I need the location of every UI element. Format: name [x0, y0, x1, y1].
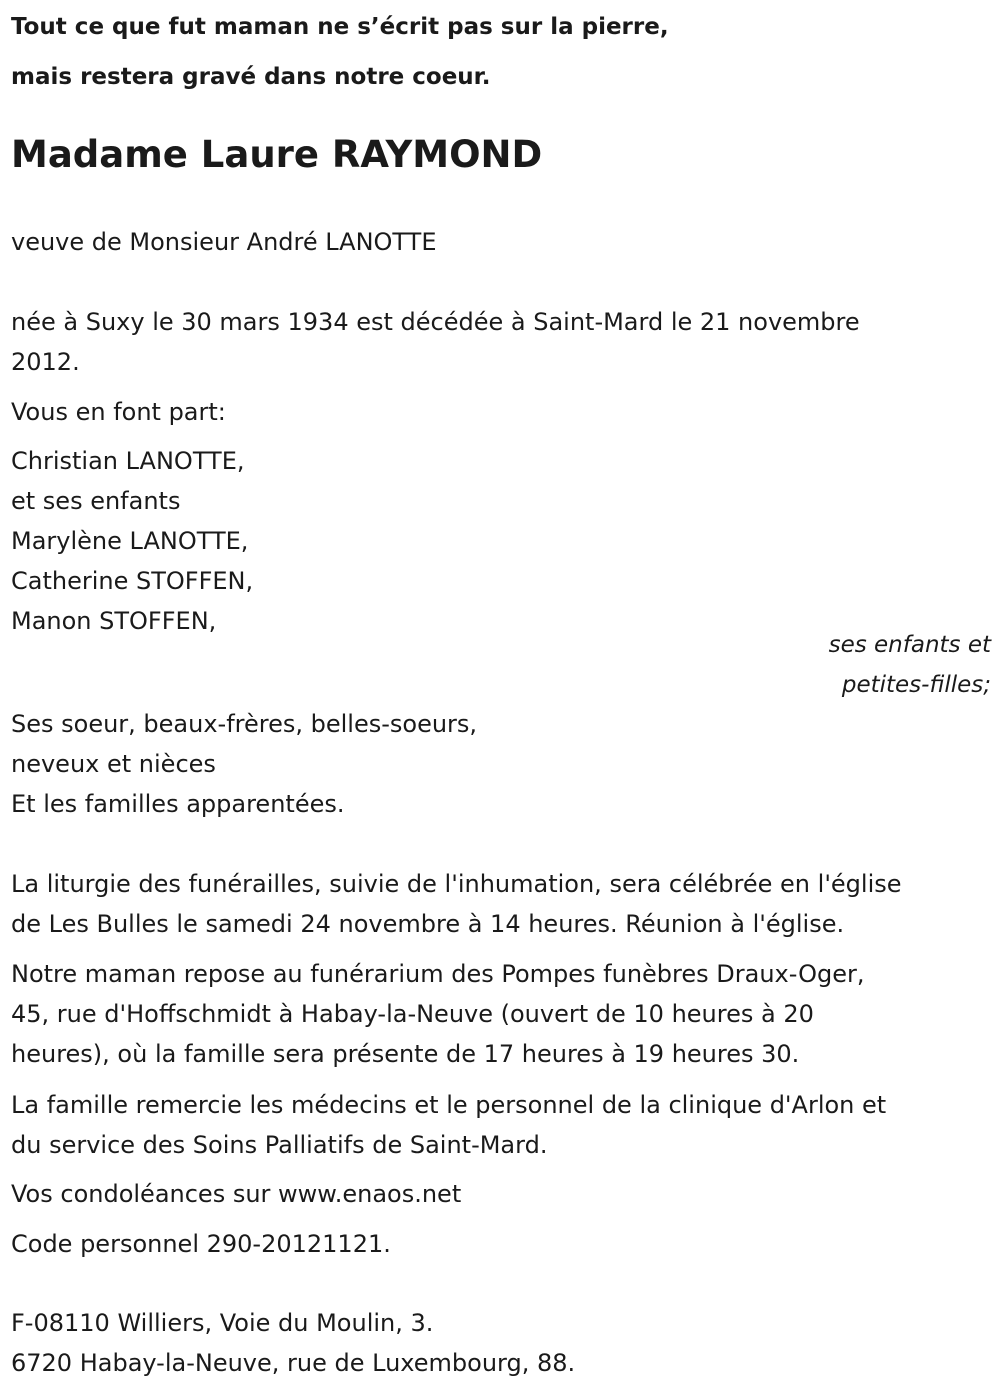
relatives-line: neveux et nièces	[11, 750, 216, 778]
thanks-line: du service des Soins Palliatifs de Saint-Mard.	[11, 1131, 548, 1159]
funerarium-line: 45, rue d'Hoffschmidt à Habay-la-Neuve (ouvert de 10 heures à 20	[11, 1000, 814, 1028]
family-role	[829, 625, 991, 705]
widow-of	[11, 222, 437, 262]
birth-death-line: née à Suxy le 30 mars 1934 est décédée à Saint-Mard le 21 novembre	[11, 308, 860, 336]
family-role-line: petites-filles;	[841, 672, 991, 698]
thanks-line: La famille remercie les médecins et le personnel de la clinique d'Arlon et	[11, 1091, 887, 1119]
family-member: Marylène LANOTTE,	[11, 527, 249, 555]
family-member: Christian LANOTTE,	[11, 447, 245, 475]
obituary-notice	[11, 0, 991, 1377]
family-member: Manon STOFFEN,	[11, 607, 217, 635]
personal-code-line: Code personnel 290-20121121.	[11, 1230, 391, 1258]
family-role-line: ses enfants et	[828, 632, 991, 658]
family-member: Catherine STOFFEN,	[11, 567, 254, 595]
birth-death	[11, 302, 860, 382]
funerarium-line: Notre maman repose au funérarium des Pompes funèbres Draux-Oger,	[11, 960, 865, 988]
relatives-line: Et les familles apparentées.	[11, 790, 345, 818]
address-line: 6720 Habay-la-Neuve, rue de Luxembourg, 88.	[11, 1349, 576, 1377]
liturgy-paragraph	[11, 864, 902, 944]
liturgy-line: de Les Bulles le samedi 24 novembre à 14 heures. Réunion à l'église.	[11, 910, 845, 938]
announcers-intro	[11, 392, 226, 432]
funerarium-paragraph	[11, 954, 864, 1074]
deceased-name: Madame Laure RAYMOND	[11, 133, 543, 176]
liturgy-line: La liturgie des funérailles, suivie de l'inhumation, sera célébrée en l'église	[11, 870, 902, 898]
condolences-line: Vos condoléances sur www.enaos.net	[11, 1180, 462, 1208]
epitaph-line: mais restera gravé dans notre coeur.	[11, 64, 491, 90]
widow-of-line: veuve de Monsieur André LANOTTE	[11, 228, 437, 256]
condolences	[11, 1174, 461, 1214]
epitaph-line: Tout ce que fut maman ne s’écrit pas sur la pierre,	[11, 14, 669, 40]
announcers-intro-line: Vous en font part:	[11, 398, 226, 426]
thanks-paragraph	[11, 1085, 886, 1165]
relatives	[11, 704, 477, 824]
family-member: et ses enfants	[11, 487, 181, 515]
family-list	[11, 441, 253, 641]
addresses	[11, 1303, 575, 1383]
personal-code	[11, 1224, 391, 1264]
epitaph	[11, 0, 991, 102]
birth-death-line: 2012.	[11, 348, 80, 376]
address-line: F-08110 Williers, Voie du Moulin, 3.	[11, 1309, 434, 1337]
relatives-line: Ses soeur, beaux-frères, belles-soeurs,	[11, 710, 478, 738]
funerarium-line: heures), où la famille sera présente de 17 heures à 19 heures 30.	[11, 1040, 800, 1068]
